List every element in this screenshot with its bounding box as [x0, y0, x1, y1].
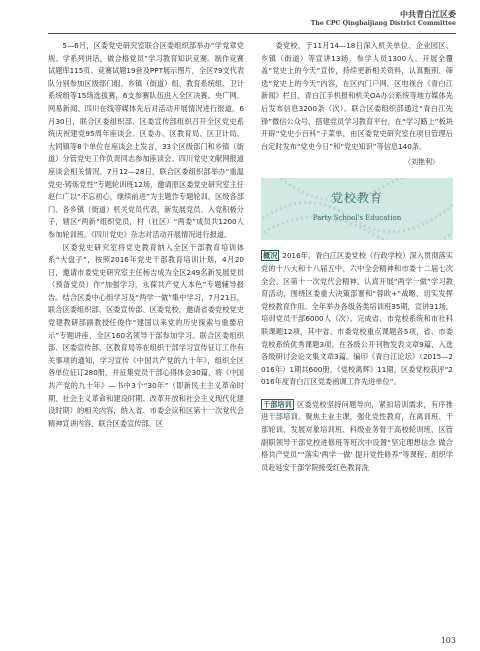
training-section — [261, 399, 453, 475]
header-title-en: The CPC Qingbaijiang District Committee — [310, 20, 456, 27]
left-paragraph-2: 区委党史研究室将党史教育纳入全区干部教育培训体系“大盘子”，按照2016年党史干部教育培训计划，4月20日，邀请市委党史研究室主任杨吉成为全区249名新发展党员（预备党员）作“加强学习，永葆共产党人本色”专题辅导报告。结合区委中心组学习及“两学一做”集中学习，7月21日，联合区委组织部、区委宣传部、区委党校，邀请省委党校党史党建教研部副教授任俊作“建国以来党的历史探索与重要启示”专题讲座，全区160名领导干部参加学习。联合区委组织部、区委宣传部、区教育局等在组织干部学习宣传征订工作有关事项的通知，学习宣传《中国共产党的九十年》，组织全区各单位征订280册，并征集党员干部心得体会30篇，将《中国共产党的九十年》—书中3个“30年”（即新民主主义革命时期、社会主义革命和建设时期、改革开放和社会主义现代化建设时期）的相关内容，纳入省、市委会议和区第十一次党代会精神宣讲内容，联合区委宣传部、区 — [48, 242, 244, 428]
overview-text: 2016年，青白江区委党校（行政学校）深入贯彻落实党的十八大和十八届五中、六中全会精神和市委十二届七次全会、区第十一次党代会精神，认真开展“两学一做”学习教育活动，围绕区委重大决策部署和“蓉欧+”战略，切实发挥党校教育作用。全年举办各级各类培训班35期，宣讲31场，培训党员干部6000人（次）。完成省、市党校系统和市社科联课题12项，其中省、市委党校重点课题各5项，省、市委党校系统优秀课题3项。在各级公开刊物发表文章9篇，入选各级研讨会论文集文章3篇。编印《青白江论坛》（2015—2016年）1期共600册，《党校离辉》11期，区委党校获评“2016年度青白江区党委函调工作先进单位”。 — [261, 251, 453, 387]
left-paragraph-1: 5—6月，区委党史研究室联合区委组织部举办“学党章党规、学系列讲话，做合格党员”学习教育知识竞赛。制作竞赛试题库115页、竞赛试题19套及PPT展示图片，全区79支代表队分别参加区级部门组、乡镇（街道）组、教育系统组、卫计系统组等15场选拔赛，6支参赛队伍进入全区决赛。央广网、网易新闻、四川在线等媒体先后对活动开展情况进行报道。6月30日，联合区委组织部、区委宣传部组织召开全区党史系统庆祝建党95周年座谈会。区委办、区教育局、区卫计局、大同镇等8个单位在座谈会上发言，33个区级部门和乡镇（街道）分管党史工作负责同志参加座谈会。四川党史文献网报道座谈会相关情况。7月12—28日，联合区委组织部举办“重温党史·铸炼党性”专题轮训班12场，邀请原区委党史研究室主任赵仁广以“不忘初心，继续前进”为主题作专题轮训。区级各部门、各乡镇（街道）机关党员代表、新发展党员、入党积极分子，辖区“两新”组织党员，村（社区）“两委”成员共1200人参加轮训班。《四川党史》杂志对活动开展情况进行报道。 — [48, 41, 245, 239]
right-paragraph-1: 委党校，于11月14—18日深入机关单位、企业园区、乡镇（街道）等宣讲13场，参学人员1300人。开展全覆盖“党史上的今天”宣传，持续更新相关资料，认真甄别、筛选“党史上的今天”内容，在区内门户网、区电视台《青白江新闻》栏目、青白江手机报和机关OA办公系统等地方媒体先后发布信息3200条（次）。联合区委组织部通过“青白江先锋”微信公众号，搭建党员学习教育平台，在“学习路上”板块开辟“党史小百科”子菜单，由区委党史研究室在项目管理后台定时发布“党史今日”和“党史知识”等信息140条。 — [261, 41, 453, 151]
training-tag: 干部培训 — [263, 399, 292, 409]
left-column — [48, 40, 244, 430]
right-column — [261, 40, 453, 474]
section-banner — [261, 178, 453, 240]
training-text: 区委党校坚持问题导向，紧扣培训需求，有序推进干部培训。聚焦主业主课，强化党性教育，在离训班、干部轮训、发展对象培训班、科级业务骨干高校轮训班、区管副职领导干部党校进修班等班次中设置“坚定理想信念 做合格共产党员”“落实‘两学一做’ 提升党性修养”等课程；组织学员赴延安干部学院接受红色教育洗 — [261, 399, 453, 472]
author-signature: （刘艳利） — [404, 158, 439, 167]
running-header — [256, 10, 456, 28]
page-number: 103 — [440, 636, 456, 645]
training-paragraph — [261, 399, 453, 475]
banner-pattern — [261, 178, 453, 240]
banner-title-en: Party School's Education — [312, 214, 402, 223]
overview-paragraph — [261, 250, 453, 389]
overview-section — [261, 250, 453, 389]
header-title-cn: 中共青白江区委 — [400, 10, 456, 19]
header-rule — [48, 33, 456, 34]
overview-tag: 概况 — [263, 251, 278, 261]
banner-title-cn: 党校教育 — [330, 191, 383, 206]
